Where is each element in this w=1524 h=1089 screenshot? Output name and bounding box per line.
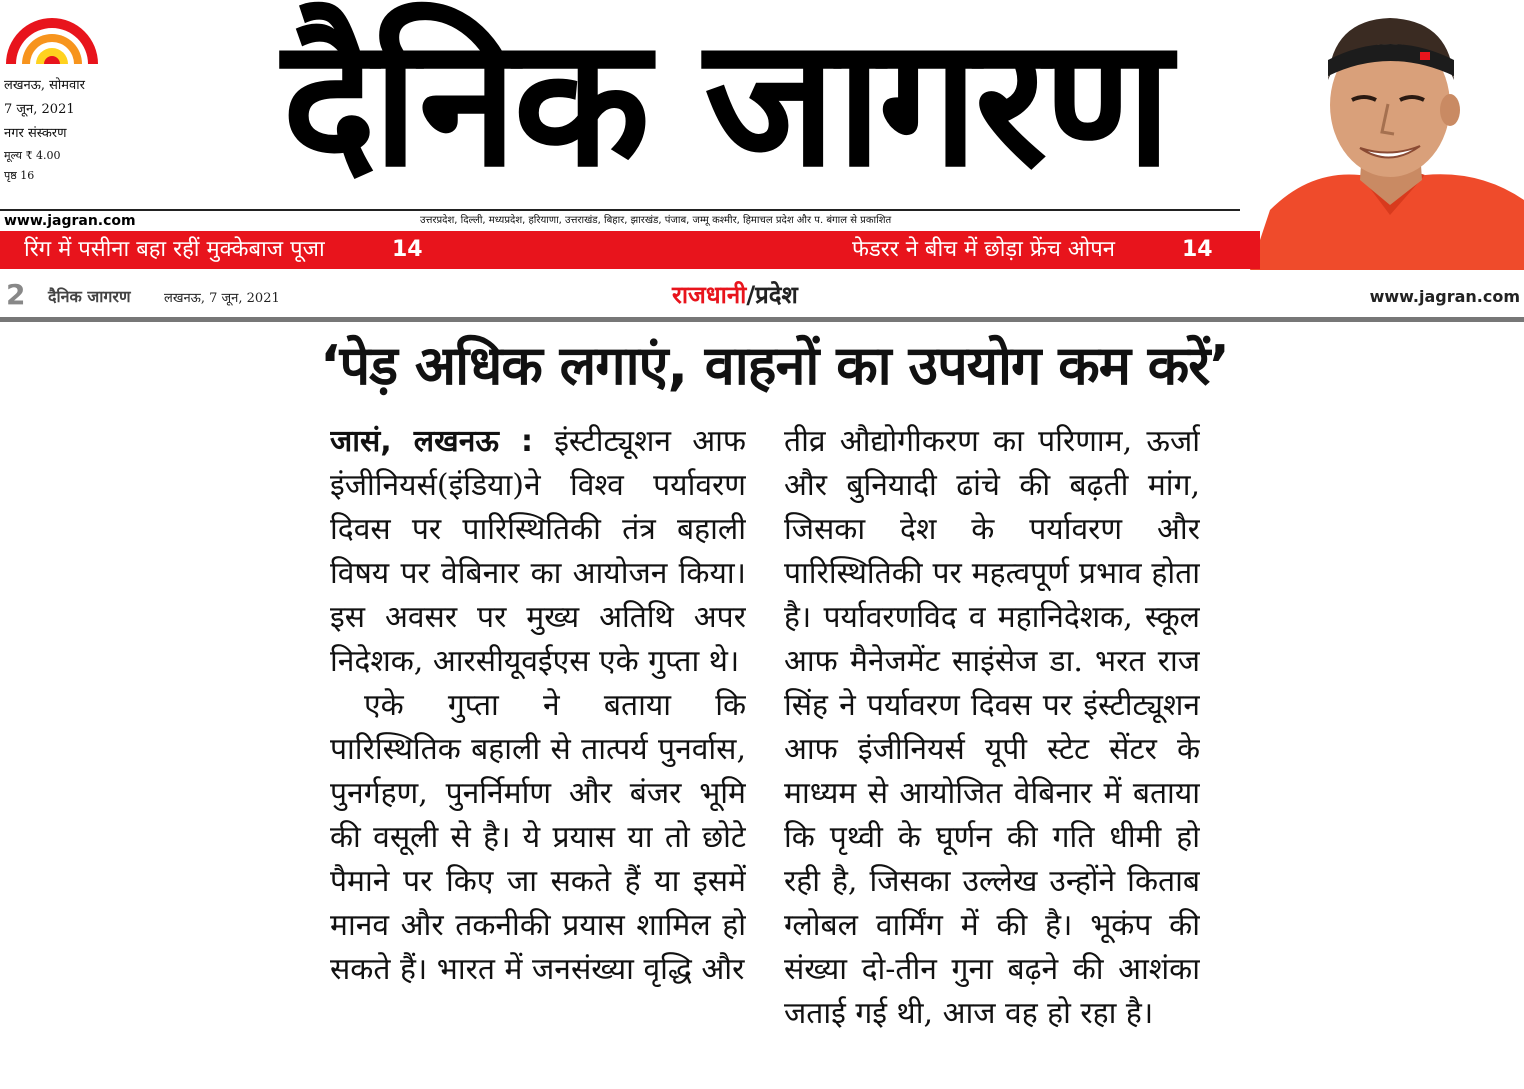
section-sub: /प्रदेश xyxy=(746,281,798,309)
page-date: लखनऊ, 7 जून, 2021 xyxy=(164,291,280,306)
page-header xyxy=(0,279,1524,322)
headline-ticker xyxy=(0,231,1260,269)
article-byline: जासं, लखनऊ : xyxy=(330,424,533,459)
article-paragraph xyxy=(330,420,746,684)
ticker-page-number-2: 14 xyxy=(1182,237,1213,262)
edition-label: नगर संस्करण xyxy=(4,126,67,141)
ticker-headline-1[interactable]: रिंग में पसीना बहा रहीं मुक्केबाज पूजा xyxy=(24,237,325,262)
page-website-link[interactable]: www.jagran.com xyxy=(1369,287,1520,306)
section-title xyxy=(672,279,798,311)
tennis-player-portrait-icon xyxy=(1250,0,1524,270)
ticker-headline-2[interactable]: फेडरर ने बीच में छोड़ा फ्रेंच ओपन xyxy=(852,237,1116,262)
page-count-label: पृष्ठ 16 xyxy=(4,169,35,182)
newspaper-title: दैनिक जागरण xyxy=(282,0,1168,206)
rising-sun-logo-icon xyxy=(4,8,100,64)
dateline-city-day: लखनऊ, सोमवार xyxy=(4,78,85,93)
masthead-website-link[interactable]: www.jagran.com xyxy=(4,213,136,229)
section-main: राजधानी xyxy=(672,281,747,309)
ticker-page-number-1: 14 xyxy=(392,237,423,262)
page-brand: दैनिक जागरण xyxy=(48,287,131,306)
article-paragraph: तीव्र औद्योगीकरण का परिणाम, ऊर्जा और बुनियादी ढांचे की बढ़ती मांग, जिसका देश के पर्यावरण और पारिस्थितिकी पर महत्वपूर्ण प्रभाव होता है। पर्यावरणविद व महानिदेशक, स्कूल आफ मैनेजमेंट साइंसेज डा. भरत राज सिंह ने पर्यावरण दिवस पर इंस्टीट्यूशन आफ इंजीनियर्स यूपी स्टेट सेंटर के माध्यम से आयोजित वेबिनार में बताया कि पृथ्वी के घूर्णन की गति धीमी हो रही है, जिसका उल्लेख उन्होंने किताब ग्लोबल वार्मिंग में की है। भूकंप की संख्या दो-तीन गुना बढ़ने की आशंका जताई गई थी, आज वह हो रहा है। xyxy=(784,424,1200,1031)
dateline-date: 7 जून, 2021 xyxy=(4,102,75,117)
article-headline: ‘पेड़ अधिक लगाएं, वाहनों का उपयोग कम करें’ xyxy=(320,334,1229,397)
published-from-line: उत्तरप्रदेश, दिल्ली, मध्यप्रदेश, हरियाणा, उत्तराखंड, बिहार, झारखंड, पंजाब, जम्मू कश्मीर, हिमाचल प्रदेश और प. बंगाल से प्रकाशित xyxy=(420,215,892,226)
article-paragraph: एके गुप्ता ने बताया कि पारिस्थितिक बहाली से तात्पर्य पुनर्वास, पुनर्गहण, पुनर्निर्माण और बंजर भूमि की वसूली से है। ये प्रयास या तो छोटे पैमाने पर किए जा सकते हैं या इसमें मानव और तकनीकी प्रयास शामिल हो सकते हैं। भारत में जनसंख्या वृद्धि और xyxy=(330,688,746,987)
article-column-right xyxy=(784,420,1200,1080)
price-label: मूल्य ₹ 4.00 xyxy=(4,149,61,162)
publication-strip xyxy=(0,209,1240,231)
article-column-left xyxy=(330,420,746,1080)
article-text: इंस्टीट्यूशन आफ इंजीनियर्स(इंडिया)ने विश्व पर्यावरण दिवस पर पारिस्थितिकी तंत्र बहाली विषय पर वेबिनार का आयोजन किया। इस अवसर पर मुख्य अतिथि अपर निदेशक, आरसीयूवईएस एके गुप्ता थे। xyxy=(330,424,746,679)
page-number: 2 xyxy=(6,278,26,311)
dateline-block xyxy=(4,74,134,186)
